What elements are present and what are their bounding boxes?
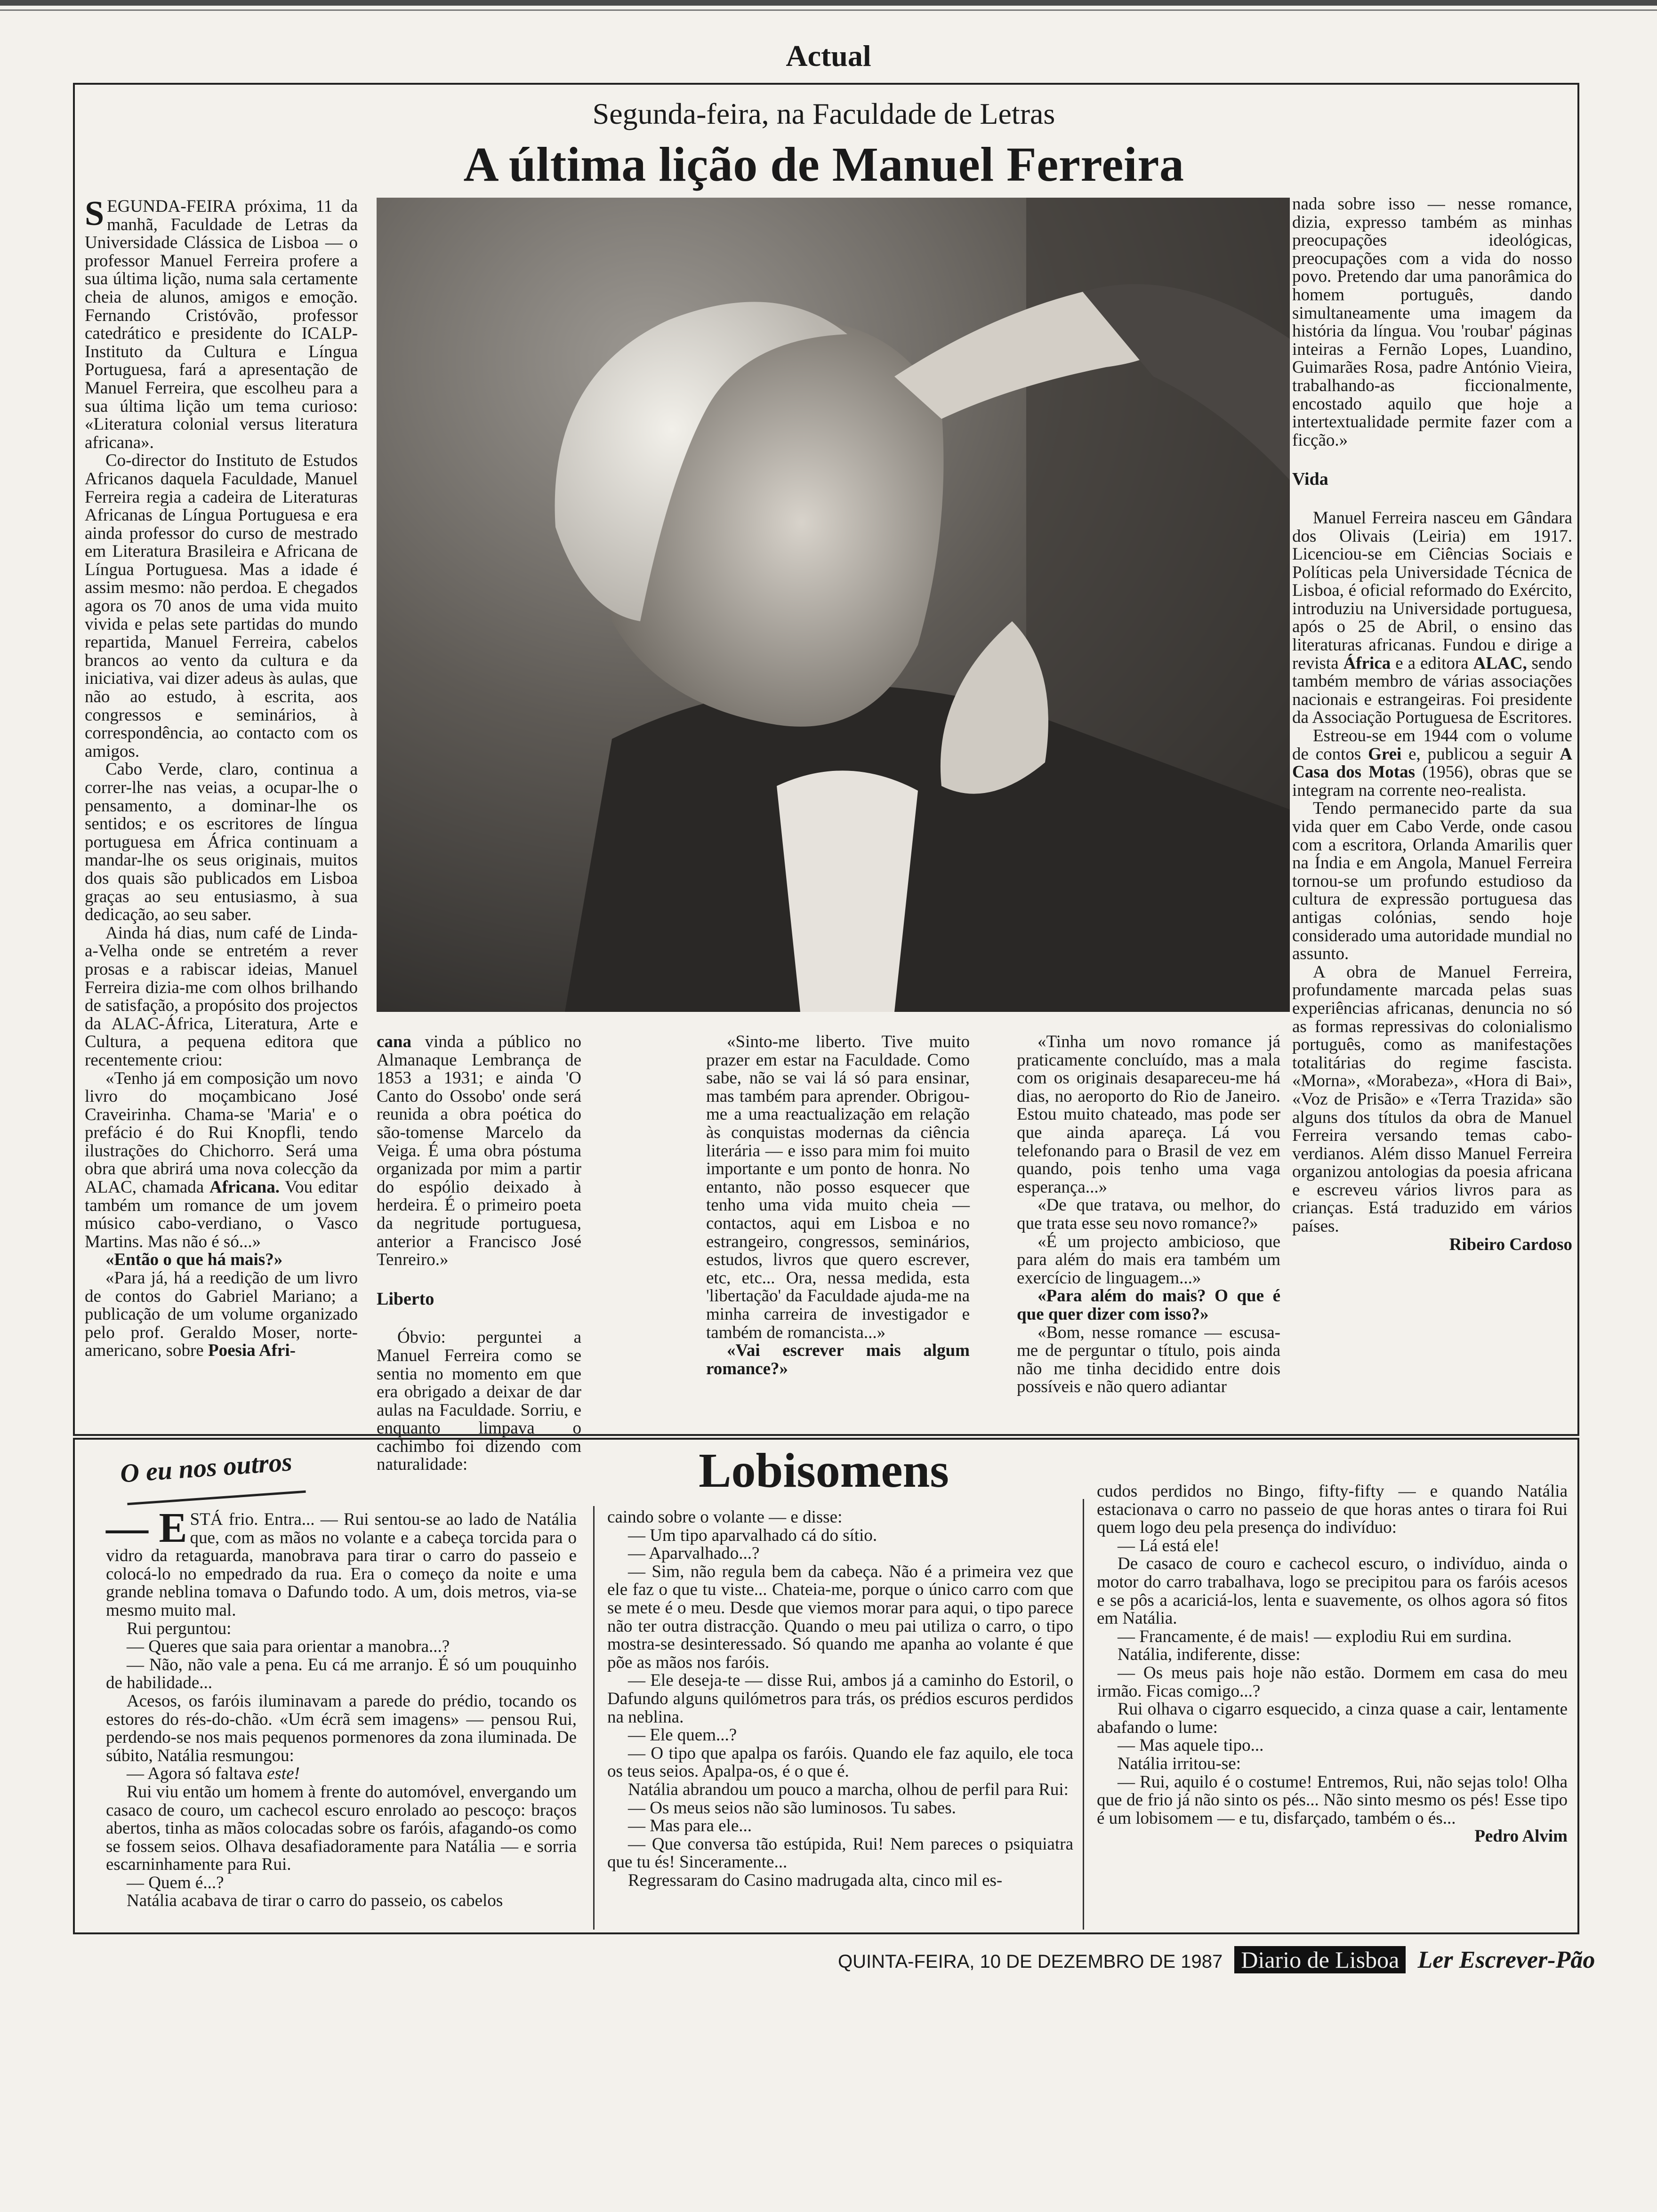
- headline: A última lição de Manuel Ferreira: [463, 137, 1184, 192]
- paragraph: — Os meus seios não são luminosos. Tu sabes.: [628, 1798, 956, 1818]
- paragraph: — Agora só faltava este!: [127, 1764, 300, 1784]
- paragraph: Natália acabava de tirar o carro do passeio, os cabelos: [127, 1891, 503, 1911]
- portrait-image: [377, 198, 1290, 1012]
- column-divider: [593, 1506, 595, 1930]
- article-column-2: [377, 1033, 581, 1474]
- paragraph: — Um tipo aparvalhado cá do sítio.: [628, 1525, 877, 1545]
- top-rule: [0, 0, 1657, 6]
- paragraph: Tendo permanecido parte da sua vida quer em Cabo Verde, onde casou com a escritora, Orlanda Amarilis quer na Índia e em Angola, Manuel Ferreira tornou-se um profundo estudioso da cultura de expressão portuguesa das antigas colónias, sendo hoje considerado uma autoridade mundial no assunto.: [1292, 799, 1572, 964]
- paragraph: Estreou-se em 1944 com o volume de contos Grei e, publicou a seguir A Casa dos Motas (1956), obras que se integram na corrente neo-realista.: [1292, 726, 1572, 800]
- paragraph: — Mas para ele...: [628, 1816, 752, 1836]
- story-column-1: [106, 1505, 577, 1911]
- paragraph: nada sobre isso — nesse romance, dizia, expresso também as minhas preocupações ideológicas, preocupações com a vida do nosso povo. Pretendo dar uma panorâmica do homem português, dando simultaneamente uma imagem da história da língua. Vou 'roubar' páginas inteiras a Fernão Lopes, Luandino, Guimarães Rosa, padre António Vieira, trabalhando-as ficcionalmente, encostado aquilo que hoje a intertextualidade permite fazer com a ficção.»: [1292, 194, 1572, 450]
- story-column-3: [1097, 1483, 1568, 1846]
- paragraph: — Queres que saia para orientar a manobra...?: [127, 1637, 450, 1657]
- paragraph: Natália irritou-se:: [1118, 1754, 1241, 1773]
- supplement-name: Ler Escrever-Pão: [1417, 1947, 1595, 1973]
- paragraph: Óbvio: perguntei a Manuel Ferreira como se sentia no momento em que era obrigado a deixar de dar aulas na Faculdade. Sorriu, e enquanto limpava o cachimbo foi dizendo com naturalidade:: [377, 1328, 581, 1475]
- paragraph: Acesos, os faróis iluminavam a parede do prédio, tocando os estores do rés-do-chão. «Um écrã sem imagens» — pensou Rui, perdendo-se nos mais pequenos pormenores da zona iluminada. De súbito, Natália resmungou:: [106, 1691, 577, 1765]
- subheading: Liberto: [377, 1289, 434, 1309]
- paragraph: «É um projecto ambicioso, que para além do mais era também um exercício de linguagem...»: [1017, 1232, 1280, 1288]
- paragraph: — Ele deseja-te — disse Rui, ambos já a caminho do Estoril, o Dafundo alguns quilómetros para trás, os prédios escuros perdidos na neblina.: [607, 1671, 1073, 1727]
- paragraph: Natália abrandou um pouco a marcha, olhou de perfil para Rui:: [628, 1779, 1069, 1799]
- paragraph: Rui perguntou:: [127, 1619, 232, 1638]
- paragraph: caindo sobre o volante — e disse:: [607, 1507, 843, 1527]
- paragraph: Natália, indiferente, disse:: [1118, 1645, 1301, 1665]
- question: «Vai escrever mais algum romance?»: [706, 1341, 970, 1378]
- section-title: Actual: [786, 39, 871, 72]
- paragraph: cana vinda a público no Almanaque Lembrança de 1853 a 1931; e ainda 'O Canto do Ossobo' onde será reunida a obra poética do são-tomense Marcelo da Veiga. É uma obra póstuma organizada por mim a partir do espólio deixado à herdeira. É o primeiro poeta da negritude portuguesa, anterior a Francisco José Tenreiro.»: [377, 1032, 581, 1270]
- paragraph: Manuel Ferreira nasceu em Gândara dos Olivais (Leiria) em 1917. Licenciou-se em Ciências Sociais e Políticas pela Universidade Técnica de Lisboa, é oficial reformado do Exército, introduziu na Universidade portuguesa, após o 25 de Abril, o ensino das literaturas africanas. Fundou e dirige a revista África e a editora ALAC, sendo também membro de várias associações nacionais e estrangeiras. Foi presidente da Associação Portuguesa de Escritores.: [1292, 508, 1572, 728]
- paragraph: — Ele quem...?: [628, 1725, 737, 1745]
- paragraph: — O tipo que apalpa os faróis. Quando ele faz aquilo, ele toca os teus seios. Apalpa-os, é o que é.: [607, 1743, 1073, 1781]
- page-footer: [838, 1946, 1638, 1974]
- paragraph: «Para já, há a reedição de um livro de contos do Gabriel Mariano; a publicação de um volume organizado pelo prof. Geraldo Moser, norte-americano, sobre Poesia Afri-: [85, 1268, 358, 1361]
- drop-cap: E: [159, 1505, 187, 1551]
- top-rule-thin: [0, 9, 1657, 11]
- paragraph: A obra de Manuel Ferreira, profundamente marcada pelas suas experiências africanas, denuncia no só as formas repressivas do colonialismo português, como as manifestações totalitárias do regime fascista. «Morna», «Morabeza», «Hora di Bai», «Voz de Prisão» e «Terra Trazida» são alguns dos títulos da obra de Manuel Ferreira versando temas cabo-verdianos. Além disso Manuel Ferreira organizou antologias da poesia africana e escreveu vários livros para as crianças. Está traduzido em vários países.: [1292, 962, 1572, 1236]
- subheading: Vida: [1292, 469, 1328, 489]
- story-title: Lobisomens: [699, 1443, 949, 1498]
- article-column-1: [85, 194, 358, 1361]
- paragraph: — Lá está ele!: [1118, 1536, 1220, 1555]
- portrait-photo: [377, 198, 1290, 1012]
- paragraph: — E STÁ frio. Entra... — Rui sentou-se ao lado de Natália que, com as mãos no volante e a cabeça torcida para o vidro da retaguarda, manobrava para tirar o carro do passeio e colocá-lo no empedrado da rua. Era o começo da noite e uma grande neblina tomava o Dafundo todo. A um, dois metros, via-se mesmo muito mal.: [106, 1505, 577, 1620]
- paragraph: — Aparvalhado...?: [628, 1544, 760, 1563]
- paragraph: — Quem é...?: [127, 1873, 224, 1892]
- article-column-3: [706, 1033, 970, 1378]
- paragraph: Rui viu então um homem à frente do automóvel, envergando um casaco de couro, um cachecol escuro enrolado ao pescoço: braços abertos, tinha as mãos colocadas sobre os faróis, afagando-os como se fossem seios. Olhava desafiadoramente para Natália — e sorria escarninhamente para Rui.: [106, 1782, 577, 1875]
- paragraph: «Tenho já em composição um novo livro do moçambicano José Craveirinha. Chama-se 'Maria' e o prefácio é do Rui Knopfli, tendo ilustrações do Chichorro. Será uma obra que abrirá uma nova colecção da ALAC, chamada Africana. Vou editar também um romance de um jovem músico cabo-verdiano, o Vasco Martins. Mas não é só...»: [85, 1068, 358, 1251]
- paragraph: cudos perdidos no Bingo, fifty-fifty — e quando Natália estacionava o carro no passeio de que horas antes o tirara foi Rui quem logo deu pela presença do indivíduo:: [1097, 1482, 1568, 1538]
- column-divider: [1083, 1499, 1084, 1930]
- paragraph: Ainda há dias, num café de Linda-a-Velha onde se entretém a rever prosas e a rabiscar ideias, Manuel Ferreira dizia-me com olhos brilhando de satisfação, a propósito dos projectos da ALAC-África, Literatura, Arte e Cultura, a pequena editora que recentemente criou:: [85, 923, 358, 1070]
- byline: Ribeiro Cardoso: [1449, 1234, 1572, 1254]
- question: «Então o que há mais?»: [105, 1250, 283, 1270]
- byline: Pedro Alvim: [1474, 1827, 1568, 1846]
- paragraph: — Os meus pais hoje não estão. Dormem em casa do meu irmão. Ficas comigo...?: [1097, 1663, 1568, 1701]
- drop-cap: S: [85, 194, 105, 233]
- kicker: Segunda-feira, na Faculdade de Letras: [592, 97, 1055, 130]
- paragraph: «Tinha um novo romance já praticamente concluído, mas a mala com os originais desapareceu-me há dias, no aeroporto do Rio de Janeiro. Estou muito chateado, mas pode ser que ainda apareça. Lá vou telefonando para o Brasil de vez em quando, pois tenho uma vaga esperança...»: [1017, 1032, 1280, 1197]
- paragraph: Regressaram do Casino madrugada alta, cinco mil es-: [628, 1870, 1003, 1890]
- paragraph: Cabo Verde, claro, continua a correr-lhe nas veias, a ocupar-lhe o pensamento, a dominar-lhe os sentidos; e os escritores de língua portuguesa em África continuam a mandar-lhe os seus originais, muitos dos quais são publicados em Lisboa graças ao seu entusiasmo, à sua dedicação, ao seu saber.: [85, 760, 358, 925]
- paragraph: De casaco de couro e cachecol escuro, o indivíduo, ainda o motor do carro trabalhava, logo se precipitou para os faróis acesos e se pôs a acariciá-los, lenta e suavemente, os olhos agora só fitos em Natália.: [1097, 1554, 1568, 1628]
- paragraph: — Que conversa tão estúpida, Rui! Nem pareces o psiquiatra que tu és! Sinceramente...: [607, 1834, 1073, 1872]
- paragraph: — Rui, aquilo é o costume! Entremos, Rui, não sejas tolo! Olha que de frio já não sinto os pés... Não sinto mesmo os pés! Esse tipo é um lobisomem — e tu, disfarçado, também o és...: [1097, 1772, 1568, 1828]
- issue-date: QUINTA-FEIRA, 10 DE DEZEMBRO DE 1987: [838, 1951, 1223, 1972]
- newspaper-masthead: Diario de Lisboa: [1234, 1946, 1406, 1973]
- paragraph: EGUNDA-FEIRA próxima, 11 da manhã, Faculdade de Letras da Universidade Clássica de Lisboa — o professor Manuel Ferreira profere a sua última lição, numa sala certamente cheia de alunos, amigos e emoção. Fernando Cristóvão, professor catedrático e presidente do ICALP-Instituto da Cultura e Língua Portuguesa, fará a apresentação de Manuel Ferreira, que escolheu para a sua última lição um tema curioso: «Literatura colonial versus literatura africana».: [85, 197, 358, 452]
- paragraph: — Mas aquele tipo...: [1118, 1736, 1264, 1755]
- paragraph: — Não, não vale a pena. Eu cá me arranjo. É só um pouquinho de habilidade...: [106, 1655, 577, 1693]
- paragraph: Co-director do Instituto de Estudos Africanos daquela Faculdade, Manuel Ferreira regia a cadeira de Literaturas Africanas de Língua Portuguesa e era ainda professor do curso de mestrado em Literatura Brasileira e Africana de Língua Portuguesa. Mas a idade é assim mesmo: não perdoa. E chegados agora os 70 anos de uma vida muito vivida e pelas sete partidas do mundo repartida, Manuel Ferreira, cabelos brancos ao vento da cultura e da iniciativa, vai dizer adeus às aulas, que não ao estudo, à escrita, aos congressos e seminários, à correspondência, ao contacto com os amigos.: [85, 451, 358, 761]
- paragraph: «Sinto-me liberto. Tive muito prazer em estar na Faculdade. Como sabe, não se vai lá só para ensinar, mas também para aprender. Obrigou-me a uma reactualização em relação às conquistas modernas da ciência literária — e isso para mim foi muito importante e um ponto de honra. No entanto, não posso esquecer que tenho uma vida muito cheia — contactos, aqui em Lisboa e no estrangeiro, congressos, seminários, estudos, livros que quero escrever, etc, etc... Ora, nessa medida, esta 'libertação' da Faculdade ajuda-me na minha carreira de investigador e também de romancista...»: [706, 1032, 970, 1342]
- article-column-4: [1017, 1033, 1280, 1396]
- paragraph: — Sim, não regula bem da cabeça. Não é a primeira vez que ele faz o que tu viste... Chateia-me, porque o único carro com que se mete é o meu. Desde que viemos morar para aqui, o tipo parece não ter outra distracção. Quando o meu pai utiliza o carro, o tipo mostra-se desinteressado. Só quando me apanha ao volante é que põe as mãos nos faróis.: [607, 1562, 1073, 1672]
- paragraph: «Bom, nesse romance — escusa-me de perguntar o título, pois ainda não me tinha decidido entre dois possíveis e não quero adiantar: [1017, 1322, 1280, 1397]
- paragraph: Rui olhava o cigarro esquecido, a cinza quase a cair, lentamente abafando o lume:: [1097, 1699, 1568, 1737]
- column-title: O eu nos outros: [119, 1447, 293, 1489]
- article-column-5: [1292, 195, 1572, 1254]
- story-column-2: [607, 1508, 1073, 1890]
- question: «Para além do mais? O que é que quer dizer com isso?»: [1017, 1286, 1280, 1324]
- paragraph: — Francamente, é de mais! — explodiu Rui em surdina.: [1118, 1627, 1512, 1646]
- paragraph: «De que tratava, ou melhor, do que trata esse seu novo romance?»: [1017, 1195, 1280, 1233]
